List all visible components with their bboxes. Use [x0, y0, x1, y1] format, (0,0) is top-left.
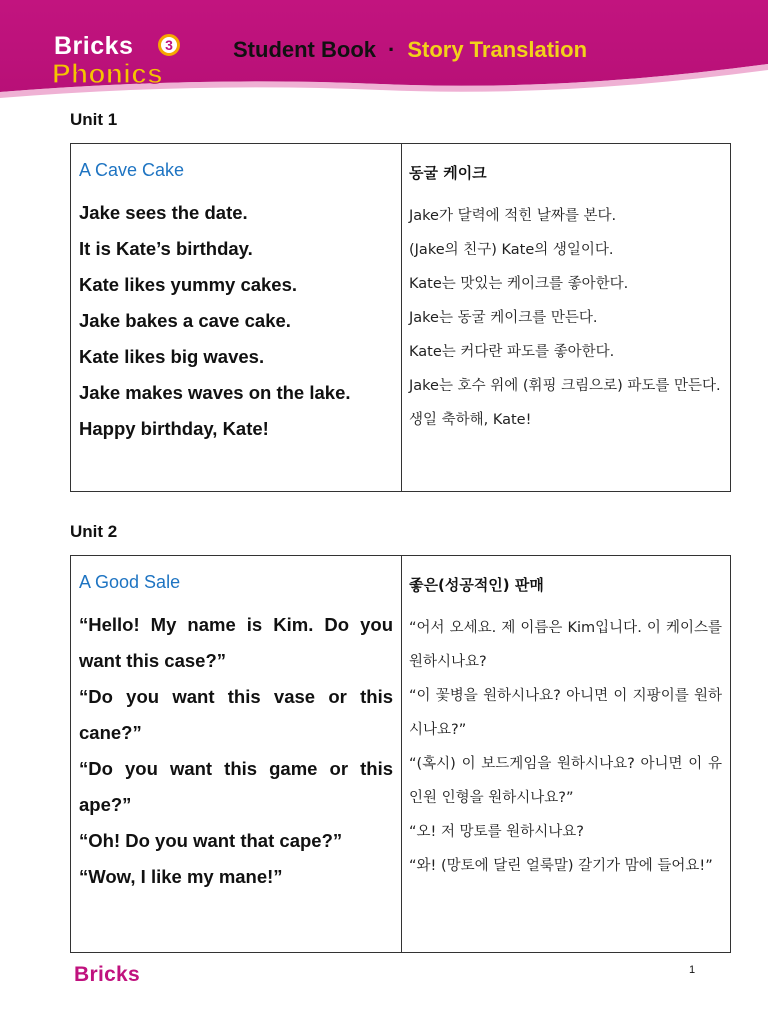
story-line: Jake sees the date. [79, 202, 248, 223]
header-banner [0, 0, 768, 100]
translation-line: “어서 오세요. 제 이름은 Kim입니다. 이 케이스를 원하시나요? [409, 620, 722, 670]
unit-1-english-title: A Cave Cake [79, 160, 185, 180]
translation-line: Jake는 동굴 케이크를 만든다. [409, 310, 598, 326]
unit-1-english-cell [71, 144, 402, 492]
unit-2-english-title: A Good Sale [79, 572, 181, 592]
unit-2-table [70, 555, 731, 953]
story-line: Jake makes waves on the lake. [79, 382, 351, 403]
logo-level-badge: 3 [158, 34, 180, 56]
translation-line: Kate는 맛있는 케이크를 좋아한다. [409, 276, 629, 292]
unit-2-english-text [79, 607, 393, 895]
unit-1-korean-title: 동굴 케이크 [409, 164, 487, 182]
unit-1-label: Unit 1 [70, 110, 118, 129]
page-number: 1 [689, 964, 696, 976]
title-student-book: Student Book [233, 37, 376, 62]
unit-1-english-text [79, 195, 393, 447]
translation-line: Jake가 달력에 적힌 날짜를 본다. [409, 208, 617, 224]
title-story-translation: Story Translation [407, 37, 588, 62]
unit-2-korean-cell [402, 556, 731, 953]
translation-line: Jake는 호수 위에 (휘핑 크림으로) 파도를 만든다. [409, 378, 721, 394]
unit-2-english-cell [71, 556, 402, 953]
title-separator: · [388, 37, 396, 62]
footer-bricks-logo: Bricks [74, 963, 141, 986]
unit-2-label: Unit 2 [70, 522, 118, 541]
translation-line: “(혹시) 이 보드게임을 원하시나요? 아니면 이 유인원 인형을 원하시나요?” [409, 756, 722, 806]
logo-bricks-text: Bricks [54, 32, 134, 60]
story-line: “Oh! Do you want that cape?” [79, 830, 343, 851]
translation-line: (Jake의 친구) Kate의 생일이다. [409, 242, 614, 258]
translation-line: “이 꽃병을 원하시나요? 아니면 이 지팡이를 원하시나요?” [409, 688, 722, 738]
unit-2-korean-title: 좋은(성공적인) 판매 [409, 576, 544, 594]
story-line: “Hello! My name is Kim. Do you want this case?” [79, 614, 393, 671]
translation-line: 생일 축하해, Kate! [409, 412, 532, 428]
story-line: Kate likes yummy cakes. [79, 274, 298, 295]
translation-line: Kate는 커다란 파도를 좋아한다. [409, 344, 615, 360]
story-line: Jake bakes a cave cake. [79, 310, 291, 331]
translation-line: “오! 저 망토를 원하시나요? [409, 824, 584, 840]
unit-1-table [70, 143, 731, 492]
story-line: “Do you want this vase or this cane?” [79, 686, 393, 743]
bricks-phonics-logo [52, 30, 192, 96]
page-title [233, 37, 587, 63]
logo-phonics-text: Phonics [52, 58, 164, 89]
translation-line: “와! (망토에 달린 얼룩말) 갈기가 맘에 들어요!” [409, 858, 713, 874]
story-line: “Wow, I like my mane!” [79, 866, 283, 887]
story-line: “Do you want this game or this ape?” [79, 758, 393, 815]
unit-1-korean-text [409, 199, 722, 437]
unit-2-korean-text [409, 611, 722, 883]
unit-1-korean-cell [402, 144, 731, 492]
story-line: It is Kate’s birthday. [79, 238, 253, 259]
story-line: Kate likes big waves. [79, 346, 265, 367]
story-line: Happy birthday, Kate! [79, 418, 269, 439]
